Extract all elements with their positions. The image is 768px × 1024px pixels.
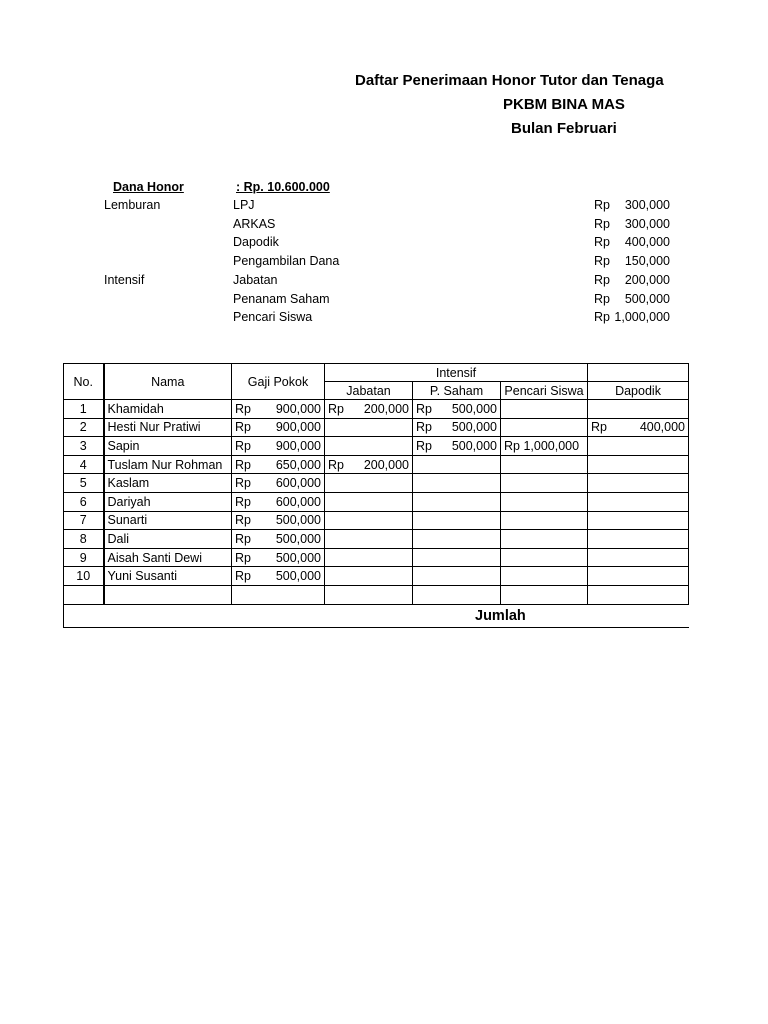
- table-row: [64, 492, 689, 511]
- cell-gaji-pokok: [232, 474, 325, 493]
- currency-label: Rp: [591, 420, 607, 435]
- table-row: [64, 455, 689, 474]
- cell-nama: Hesti Nur Pratiwi: [104, 418, 232, 437]
- header-blank: [588, 364, 689, 382]
- currency-label: Rp: [416, 401, 432, 416]
- cell-gaji-pokok-value: [235, 550, 321, 566]
- month-label: Bulan Februari: [511, 120, 617, 137]
- cell-nama: Kaslam: [104, 474, 232, 493]
- currency-label: Rp: [328, 401, 344, 416]
- cell-gaji-pokok-value: [235, 401, 321, 417]
- dana-item-label: Penanam Saham: [233, 291, 330, 306]
- cell-gaji-pokok: [232, 418, 325, 437]
- cell-pencari-siswa: [501, 511, 588, 530]
- cell-pencari-siswa: [501, 567, 588, 586]
- header-no: No.: [64, 364, 104, 400]
- cell-gaji-pokok-value: [235, 438, 321, 454]
- cell-no: 6: [64, 492, 104, 511]
- cell-jabatan: [325, 530, 413, 549]
- cell-gaji-pokok: [232, 548, 325, 567]
- honor-table-wrapper: [63, 363, 686, 629]
- cell-gaji-pokok-value: [235, 475, 321, 491]
- dana-item-label: LPJ: [233, 198, 255, 212]
- currency-label: Rp: [504, 438, 520, 453]
- cell-no: 10: [64, 567, 104, 586]
- header-pencari-siswa: Pencari Siswa: [501, 382, 588, 400]
- currency-label: Rp: [235, 569, 251, 584]
- currency-label: Rp: [235, 513, 251, 528]
- header-intensif: Intensif: [325, 364, 588, 382]
- currency-label: Rp: [235, 457, 251, 472]
- cell-nama: Tuslam Nur Rohman: [104, 455, 232, 474]
- cell-dapodik: [588, 455, 689, 474]
- header-nama: Nama: [104, 364, 232, 400]
- dana-item-currency: Rp: [594, 291, 610, 306]
- header-jabatan: Jabatan: [325, 382, 413, 400]
- page-title: Daftar Penerimaan Honor Tutor dan Tenaga: [355, 72, 664, 89]
- cell-p-saham: [413, 511, 501, 530]
- cell-p-saham: [413, 400, 501, 419]
- dana-item-currency: Rp: [594, 198, 610, 212]
- dana-group-label: Intensif: [104, 272, 145, 287]
- cell-jabatan: [325, 474, 413, 493]
- cell-jabatan: [325, 492, 413, 511]
- cell-gaji-pokok: [232, 492, 325, 511]
- cell-no: 7: [64, 511, 104, 530]
- total-cell: [64, 604, 689, 627]
- cell-jabatan: [325, 548, 413, 567]
- cell-pencari-siswa: [501, 437, 588, 456]
- dana-item-amount: 200,000: [624, 272, 670, 287]
- header-gaji-pokok: Gaji Pokok: [232, 364, 325, 400]
- cell-pencari-siswa: [501, 530, 588, 549]
- currency-label: Rp: [235, 494, 251, 509]
- amount: 650,000: [275, 457, 321, 472]
- table-total-row: [64, 604, 689, 627]
- currency-label: Rp: [416, 438, 432, 453]
- cell-no: 5: [64, 474, 104, 493]
- amount: 200,000: [363, 457, 409, 472]
- table-row-empty: [64, 585, 689, 604]
- dana-honor-value: : Rp. 10.600.000: [236, 180, 330, 194]
- dana-item-amount: 500,000: [624, 291, 670, 306]
- cell-jabatan: [325, 418, 413, 437]
- org-name: PKBM BINA MAS: [503, 96, 625, 113]
- currency-label: Rp: [235, 550, 251, 565]
- amount: 500,000: [275, 531, 321, 546]
- amount: 900,000: [275, 420, 321, 435]
- table-row: [64, 511, 689, 530]
- cell-gaji-pokok: [232, 455, 325, 474]
- cell-pencari-siswa: [501, 548, 588, 567]
- cell-pencari-siswa: [501, 418, 588, 437]
- cell-pencari-siswa: [501, 492, 588, 511]
- cell-dapodik-value: [591, 419, 685, 435]
- cell-dapodik: [588, 400, 689, 419]
- cell-jabatan: [325, 455, 413, 474]
- total-label: Jumlah: [475, 607, 526, 624]
- dana-item-currency: Rp: [594, 272, 610, 287]
- cell-dapodik: [588, 474, 689, 493]
- cell-jabatan: [325, 437, 413, 456]
- dana-item-currency: Rp: [594, 254, 610, 269]
- cell-p-saham: [413, 437, 501, 456]
- cell-dapodik: [588, 418, 689, 437]
- cell-jabatan: [325, 511, 413, 530]
- cell-p-saham: [413, 492, 501, 511]
- cell-gaji-pokok-value: [235, 419, 321, 435]
- currency-label: Rp: [416, 420, 432, 435]
- cell-nama: Aisah Santi Dewi: [104, 548, 232, 567]
- cell-no: 9: [64, 548, 104, 567]
- dana-item-label: Pencari Siswa: [233, 310, 313, 325]
- dana-item-amount: 300,000: [624, 216, 670, 231]
- table-row: [64, 567, 689, 586]
- cell-gaji-pokok-value: [235, 512, 321, 528]
- cell-nama: Dali: [104, 530, 232, 549]
- cell-empty: [588, 585, 689, 604]
- amount: 500,000: [275, 513, 321, 528]
- amount: 500,000: [451, 420, 497, 435]
- table-row: [64, 418, 689, 437]
- header-dapodik: Dapodik: [588, 382, 689, 400]
- cell-p-saham: [413, 567, 501, 586]
- amount: 1,000,000: [523, 438, 580, 453]
- cell-nama: Dariyah: [104, 492, 232, 511]
- cell-jabatan: [325, 400, 413, 419]
- dana-item-currency: Rp: [594, 310, 610, 325]
- cell-gaji-pokok: [232, 400, 325, 419]
- cell-no: 8: [64, 530, 104, 549]
- cell-no: 2: [64, 418, 104, 437]
- cell-p-saham-value: [416, 419, 497, 435]
- dana-group-label: Lemburan: [104, 198, 161, 212]
- dana-item-amount: 1,000,000: [614, 310, 670, 325]
- cell-gaji-pokok: [232, 530, 325, 549]
- dana-item-currency: Rp: [594, 216, 610, 231]
- table-row: [64, 474, 689, 493]
- table-row: [64, 530, 689, 549]
- currency-label: Rp: [235, 531, 251, 546]
- cell-dapodik: [588, 567, 689, 586]
- amount: 600,000: [275, 494, 321, 509]
- cell-gaji-pokok-value: [235, 494, 321, 510]
- cell-gaji-pokok-value: [235, 457, 321, 473]
- honor-table: [63, 363, 689, 628]
- cell-dapodik: [588, 492, 689, 511]
- amount: 900,000: [275, 438, 321, 453]
- cell-jabatan-value: [328, 457, 409, 473]
- header-p-saham: P. Saham: [413, 382, 501, 400]
- cell-dapodik: [588, 548, 689, 567]
- cell-gaji-pokok: [232, 511, 325, 530]
- cell-gaji-pokok: [232, 567, 325, 586]
- dana-item-amount: 150,000: [624, 254, 670, 269]
- dana-item-label: Pengambilan Dana: [233, 254, 340, 269]
- cell-pencari-siswa: [501, 474, 588, 493]
- currency-label: Rp: [235, 420, 251, 435]
- cell-p-saham: [413, 418, 501, 437]
- cell-jabatan-value: [328, 401, 409, 417]
- amount: 500,000: [451, 401, 497, 416]
- dana-item-amount: 300,000: [624, 198, 670, 212]
- amount: 500,000: [275, 569, 321, 584]
- cell-empty: [501, 585, 588, 604]
- cell-dapodik: [588, 530, 689, 549]
- amount: 500,000: [451, 438, 497, 453]
- amount: 200,000: [363, 401, 409, 416]
- table-row: [64, 437, 689, 456]
- cell-empty: [64, 585, 104, 604]
- amount: 600,000: [275, 476, 321, 491]
- cell-p-saham: [413, 455, 501, 474]
- cell-gaji-pokok-value: [235, 531, 321, 547]
- cell-p-saham: [413, 474, 501, 493]
- cell-p-saham: [413, 548, 501, 567]
- currency-label: Rp: [235, 438, 251, 453]
- currency-label: Rp: [235, 476, 251, 491]
- amount: 500,000: [275, 550, 321, 565]
- cell-nama: Khamidah: [104, 400, 232, 419]
- cell-nama: Sunarti: [104, 511, 232, 530]
- cell-p-saham-value: [416, 438, 497, 454]
- dana-item-label: Dapodik: [233, 235, 279, 250]
- currency-label: Rp: [328, 457, 344, 472]
- currency-label: Rp: [235, 401, 251, 416]
- dana-item-label: ARKAS: [233, 216, 276, 231]
- dana-item-currency: Rp: [594, 235, 610, 250]
- cell-empty: [232, 585, 325, 604]
- amount: 900,000: [275, 401, 321, 416]
- cell-no: 1: [64, 400, 104, 419]
- table-row: [64, 548, 689, 567]
- cell-pencari-siswa: [501, 400, 588, 419]
- cell-no: 4: [64, 455, 104, 474]
- table-header-row: [64, 364, 689, 382]
- dana-item-label: Jabatan: [233, 272, 278, 287]
- cell-nama: Sapin: [104, 437, 232, 456]
- cell-gaji-pokok: [232, 437, 325, 456]
- cell-p-saham: [413, 530, 501, 549]
- cell-jabatan: [325, 567, 413, 586]
- dana-item-amount: 400,000: [624, 235, 670, 250]
- cell-dapodik: [588, 437, 689, 456]
- cell-p-saham-value: [416, 401, 497, 417]
- cell-empty: [104, 585, 232, 604]
- cell-empty: [325, 585, 413, 604]
- table-row: [64, 400, 689, 419]
- dana-honor-label: Dana Honor: [113, 180, 184, 194]
- cell-empty: [413, 585, 501, 604]
- cell-dapodik: [588, 511, 689, 530]
- amount: 400,000: [639, 420, 686, 435]
- cell-pencari-siswa: [501, 455, 588, 474]
- cell-no: 3: [64, 437, 104, 456]
- cell-gaji-pokok-value: [235, 568, 321, 584]
- cell-nama: Yuni Susanti: [104, 567, 232, 586]
